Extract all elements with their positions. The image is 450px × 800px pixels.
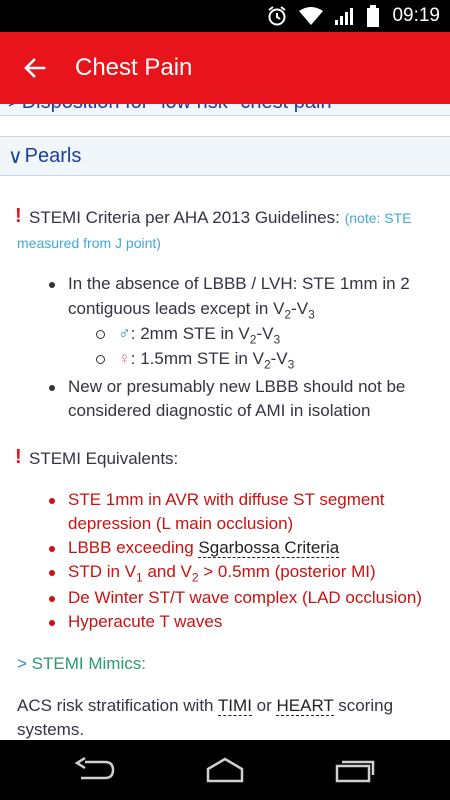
home-nav-icon: [200, 757, 250, 783]
app-bar: [0, 32, 450, 104]
sgarbossa-link[interactable]: Sgarbossa Criteria: [198, 538, 340, 557]
bullet-dot: [49, 546, 55, 552]
content-scroll[interactable]: [0, 104, 450, 740]
section-pearls-label: Pearls: [24, 144, 82, 167]
bullet-dot: [49, 498, 55, 504]
criteria-bullet1-line1: In the absence of LBBB / LVH: STE 1mm in 2: [68, 274, 410, 293]
battery-icon: [366, 5, 380, 27]
heart-link[interactable]: HEART: [276, 696, 334, 715]
clock: 09:19: [392, 5, 440, 26]
sub-bullet-circle: [96, 355, 105, 364]
note-text-line2: measured from J point): [17, 235, 161, 251]
page-title: Chest Pain: [75, 54, 193, 81]
signal-icon: [334, 6, 356, 26]
sub-bullet-circle: [96, 330, 105, 339]
arrow-left-icon: [23, 56, 47, 80]
alert-icon: !: [15, 446, 22, 468]
nav-home-button[interactable]: [190, 740, 260, 800]
criteria-bullet2-line1: New or presumably new LBBB should not be: [68, 377, 406, 396]
equivalent-item4: De Winter ST/T wave complex (LAD occlusion): [68, 588, 422, 607]
criteria-bullet2-line2: considered diagnostic of AMI in isolation: [68, 401, 371, 420]
equivalent-item3: STD in $V_1$ and $V_2 > 0.5mm$ (posterior MI): [68, 562, 376, 585]
back-nav-icon: [73, 757, 117, 783]
equivalent-item5: Hyperacute T waves: [68, 612, 223, 631]
nav-recents-button[interactable]: [320, 740, 390, 800]
nav-back-button[interactable]: [60, 740, 130, 800]
chevron-right-icon: >: [17, 654, 27, 673]
timi-link[interactable]: TIMI: [217, 696, 252, 715]
status-bar: [0, 0, 450, 32]
equivalent-item2: LBBB exceeding Sgarbossa Criteria: [68, 538, 340, 557]
equivalent-item1-line2: depression (L main occlusion): [68, 514, 294, 533]
male-icon: ♂: [118, 324, 131, 343]
bullet-dot: [49, 620, 55, 626]
back-button[interactable]: [0, 32, 70, 104]
criteria-bullet1-line2: contiguous leads except in $V_2-V_3$: [68, 299, 315, 322]
wifi-icon: [298, 6, 324, 26]
note-text: (note: STE: [344, 210, 412, 226]
bullet-dot: [49, 282, 55, 288]
female-icon: ♀: [118, 349, 131, 368]
stemi-criteria-heading: STEMI Criteria per AHA 2013 Guidelines: (note: STE: [29, 208, 412, 227]
acs-text-line1: ACS risk stratification with TIMI or HEART scoring: [17, 696, 394, 715]
equivalent-item1-line1: STE 1mm in AVR with diffuse ST segment: [68, 490, 385, 509]
chevron-down-icon: ∨: [8, 145, 23, 168]
bullet-dot: [49, 385, 55, 391]
recents-nav-icon: [333, 757, 377, 783]
stemi-mimics-link[interactable]: > STEMI Mimics:: [17, 654, 146, 673]
bullet-dot: [49, 570, 55, 576]
navigation-bar: [0, 740, 450, 800]
acs-text-line2: systems.: [17, 720, 85, 739]
alarm-icon: [266, 5, 288, 27]
bullet-dot: [49, 596, 55, 602]
male-criteria: ♂: 2mm STE in $V_2-V_3$: [118, 324, 281, 347]
stemi-equivalents-heading: STEMI Equivalents:: [29, 449, 179, 468]
female-criteria: ♀: 1.5mm STE in $V_2-V_3$: [118, 349, 295, 372]
section-pearls[interactable]: [0, 136, 450, 176]
alert-icon: !: [15, 205, 22, 227]
